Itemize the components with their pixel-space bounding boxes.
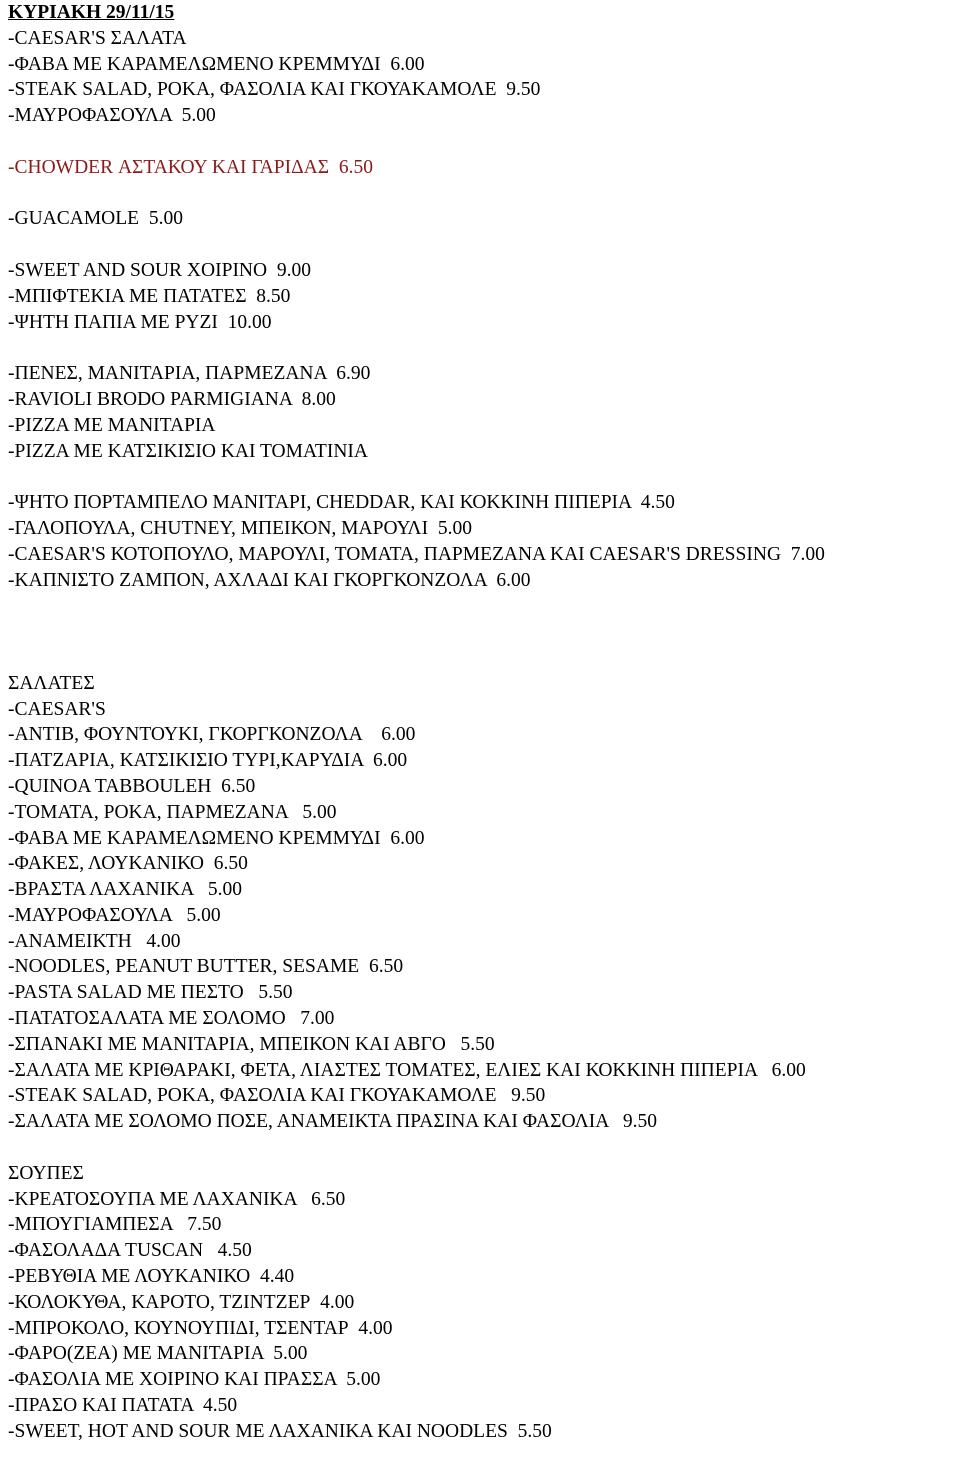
menu-item: -PASTA SALAD ΜΕ ΠΕΣΤΟ 5.50 — [8, 982, 293, 1004]
menu-item: -ΦΑΒΑ ΜΕ ΚΑΡΑΜΕΛΩΜΕΝΟ ΚΡΕΜΜΥΔΙ 6.00 — [8, 53, 425, 75]
menu-item: -CAESAR'S ΚΟΤΟΠΟΥΛΟ, ΜΑΡΟΥΛΙ, ΤΟΜΑΤΑ, ΠΑΡΜΕΖΑΝΑ ΚΑΙ CAESAR'S DRESSING 7.00 — [8, 543, 825, 565]
menu-item: -ΨΗΤΗ ΠΑΠΙΑ ΜΕ ΡΥΖΙ 10.00 — [8, 311, 272, 333]
menu-item: -SWEET AND SOUR ΧΟΙΡΙΝΟ 9.00 — [8, 259, 311, 281]
menu-item: -ΤΟΜΑΤΑ, ΡΟΚΑ, ΠΑΡΜΕΖΑΝΑ 5.00 — [8, 801, 337, 823]
salads-list — [8, 697, 953, 1136]
group-spacer — [8, 129, 953, 155]
menu-item: -ΣΑΛΑΤΑ ΜΕ ΣΟΛΟΜΟ ΠΟΣΕ, ΑΝΑΜΕΙΚΤΑ ΠΡΑΣΙΝΑ ΚΑΙ ΦΑΣΟΛΙΑ 9.50 — [8, 1111, 657, 1133]
soups-list — [8, 1187, 953, 1445]
menu-item: -RAVIOLI BRODO PARMIGIANA 8.00 — [8, 388, 336, 410]
menu-item: -ΦΑΣΟΛΑΔΑ TUSCAN 4.50 — [8, 1240, 252, 1262]
menu-item: -ΜΑΥΡΟΦΑΣΟΥΛΑ 5.00 — [8, 904, 221, 926]
menu-item: -ΣΑΛΑΤΑ ΜΕ ΚΡΙΘΑΡΑΚΙ, ΦΕΤΑ, ΛΙΑΣΤΕΣ ΤΟΜΑΤΕΣ, ΕΛΙΕΣ ΚΑΙ ΚΟΚΚΙΝΗ ΠΙΠΕΡΙΑ 6.00 — [8, 1059, 806, 1081]
menu-item: -ΚΡΕΑΤΟΣΟΥΠΑ ΜΕ ΛΑΧΑΝΙΚΑ 6.50 — [8, 1188, 346, 1210]
menu-item: -ΑΝΤΙΒ, ΦΟΥΝΤΟΥΚΙ, ΓΚΟΡΓΚΟΝΖΟΛΑ 6.00 — [8, 724, 416, 746]
group-spacer — [8, 464, 953, 490]
menu-item: -ΡΕΒΥΘΙΑ ΜΕ ΛΟΥΚΑΝΙΚΟ 4.40 — [8, 1266, 295, 1288]
menu-item: -ΜΠΟΥΓΙΑΜΠΕΣΑ 7.50 — [8, 1214, 222, 1236]
menu-item: -ΑΝΑΜΕΙΚΤΗ 4.00 — [8, 930, 181, 952]
menu-item: -CHOWDER ΑΣΤΑΚΟΥ ΚΑΙ ΓΑΡΙΔΑΣ 6.50 — [8, 156, 373, 178]
menu-item: -ΚΑΠΝΙΣΤΟ ΖΑΜΠΟΝ, ΑΧΛΑΔΙ ΚΑΙ ΓΚΟΡΓΚΟΝΖΟΛΑ 6.00 — [8, 569, 531, 591]
menu-item: -ΠΕΝΕΣ, ΜΑΝΙΤΑΡΙΑ, ΠΑΡΜΕΖΑΝΑ 6.90 — [8, 363, 371, 385]
menu-item: -ΠΑΤΑΤΟΣΑΛΑΤΑ ΜΕ ΣΟΛΟΜΟ 7.00 — [8, 1008, 335, 1030]
menu-item: -PIZZA ΜΕ ΜΑΝΙΤΑΡΙΑ — [8, 414, 216, 436]
menu-item: -ΠΑΤΖΑΡΙΑ, ΚΑΤΣΙΚΙΣΙΟ ΤΥΡΙ,ΚΑΡΥΔΙΑ 6.00 — [8, 750, 408, 772]
menu-item: -ΜΠΙΦΤΕΚΙΑ ΜΕ ΠΑΤΑΤΕΣ 8.50 — [8, 285, 291, 307]
menu-item: -ΜΠΡΟΚΟΛΟ, ΚΟΥΝΟΥΠΙΔΙ, ΤΣΕΝΤΑΡ 4.00 — [8, 1317, 393, 1339]
menu-item: -STEAK SALAD, ΡΟΚΑ, ΦΑΣΟΛΙΑ ΚΑΙ ΓΚΟΥΑΚΑΜΟΛΕ 9.50 — [8, 79, 541, 101]
menu-item: -STEAK SALAD, ΡΟΚΑ, ΦΑΣΟΛΙΑ ΚΑΙ ΓΚΟΥΑΚΑΜΟΛΕ 9.50 — [8, 1085, 546, 1107]
group-spacer — [8, 335, 953, 361]
menu-item: -ΦΑΚΕΣ, ΛΟΥΚΑΝΙΚΟ 6.50 — [8, 853, 248, 875]
menu-item: -ΦΑΡΟ(ΖΕΑ) ΜΕ ΜΑΝΙΤΑΡΙΑ 5.00 — [8, 1343, 308, 1365]
menu-item: -ΜΑΥΡΟΦΑΣΟΥΛΑ 5.00 — [8, 105, 216, 127]
date-heading: ΚΥΡΙΑΚΗ 29/11/15 — [8, 2, 175, 23]
soups-heading: ΣΟΥΠΕΣ — [8, 1162, 84, 1184]
menu-item: -PIZZA ΜΕ ΚΑΤΣΙΚΙΣΙΟ ΚΑΙ ΤΟΜΑΤΙΝΙΑ — [8, 440, 368, 462]
group-spacer — [8, 181, 953, 207]
section-spacer — [8, 1135, 953, 1161]
menu-item: -ΓΑΛΟΠΟΥΛΑ, CHUTNEY, ΜΠΕΙΚΟΝ, ΜΑΡΟΥΛΙ 5.00 — [8, 517, 472, 539]
group-spacer — [8, 232, 953, 258]
salads-heading: ΣΑΛΑΤΕΣ — [8, 672, 95, 694]
menu-document — [8, 0, 953, 1445]
menu-item: -ΒΡΑΣΤΑ ΛΑΧΑΝΙΚΑ 5.00 — [8, 879, 242, 901]
menu-item: -CAESAR'S ΣΑΛΑΤΑ — [8, 27, 187, 49]
menu-item: -ΨΗΤΟ ΠΟΡΤΑΜΠΕΛΟ ΜΑΝΙΤΑΡΙ, CHEDDAR, ΚΑΙ ΚΟΚΚΙΝΗ ΠΙΠΕΡΙΑ 4.50 — [8, 492, 675, 514]
menu-item: -ΦΑΒΑ ΜΕ ΚΑΡΑΜΕΛΩΜΕΝΟ ΚΡΕΜΜΥΔΙ 6.00 — [8, 827, 425, 849]
section-spacer — [8, 593, 953, 670]
menu-item: -ΦΑΣΟΛΙΑ ΜΕ ΧΟΙΡΙΝΟ ΚΑΙ ΠΡΑΣΣΑ 5.00 — [8, 1369, 381, 1391]
daily-specials — [8, 26, 953, 594]
menu-item: -ΣΠΑΝΑΚΙ ΜΕ ΜΑΝΙΤΑΡΙΑ, ΜΠΕΙΚΟΝ ΚΑΙ ΑΒΓΟ 5.50 — [8, 1033, 495, 1055]
menu-item: -GUACAMOLE 5.00 — [8, 208, 183, 230]
menu-item: -SWEET, HOT AND SOUR ΜΕ ΛΑΧΑΝΙΚΑ ΚΑΙ NOODLES 5.50 — [8, 1420, 552, 1442]
menu-item: -NOODLES, PEANUT BUTTER, SESAME 6.50 — [8, 956, 404, 978]
menu-item: -QUINOA TABBOULEH 6.50 — [8, 775, 256, 797]
menu-item: -CAESAR'S — [8, 698, 106, 720]
menu-item: -ΚΟΛΟΚΥΘΑ, ΚΑΡΟΤΟ, ΤΖΙΝΤΖΕΡ 4.00 — [8, 1291, 355, 1313]
menu-item: -ΠΡΑΣΟ ΚΑΙ ΠΑΤΑΤΑ 4.50 — [8, 1395, 238, 1417]
